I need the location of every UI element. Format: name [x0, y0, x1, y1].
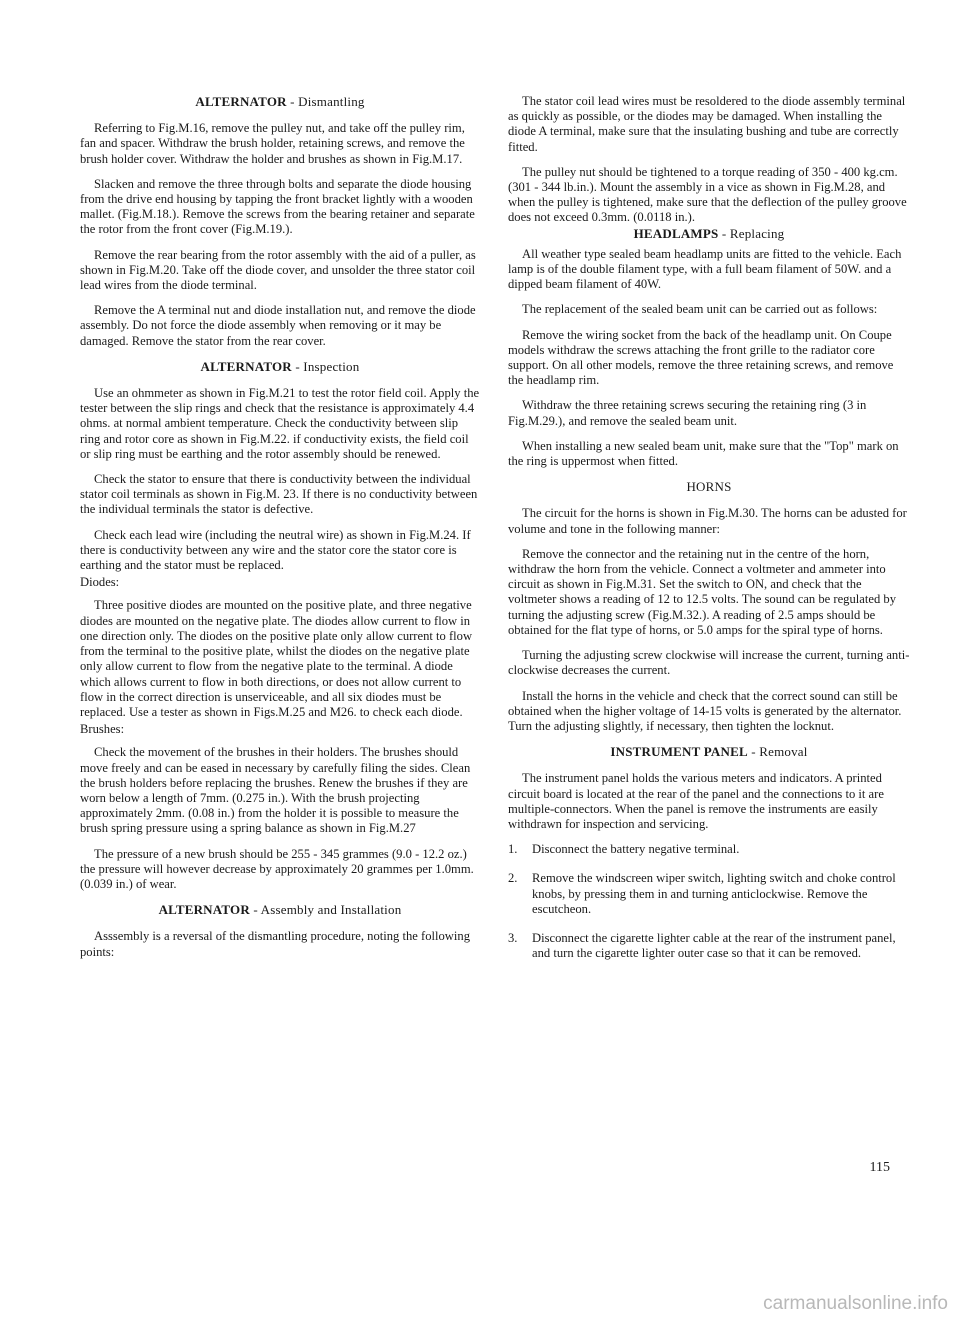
- brushes-label: Brushes:: [80, 722, 125, 737]
- inspection-paragraph: Use an ohmmeter as shown in Fig.M.21 to test the rotor field coil. Apply the tester between the slip rings and check that the resistance is approximately 4.4 ohms. at normal ambient temperature. Check the conductivity between slip ring and rotor core as shown in Fig.M.22. if conductivity exists, the field coil or slip ring must be earthing and the rotor assembly should be renewed.: [80, 386, 480, 461]
- intro-paragraph: The pulley nut should be tightened to a torque reading of 350 - 400 kg.cm. (301 - 344 lb.in.). Mount the assembly in a vice as shown in Fig.M.28, and when the pulley is tightened, make sure that the deflection of the pulley groove does not exceed 0.3mm. (0.0118 in.).: [508, 164, 907, 225]
- brushes-paragraph: Check the movement of the brushes in their holders. The brushes should move freely and can be eased in necessary by carefully filing the sides. Clean the brush holders before replacing the brushes. Renew the brushes if they are worn below a length of 7mm. (0.275 in.). With the brush projecting approximately 2mm. (0.08 in.) from the holder it is possible to measure the brush spring pressure using a spring balance as shown in Fig.M.27: [80, 745, 471, 836]
- heading-alternator-dismantling: ALTERNATOR - Dismantling: [195, 94, 365, 109]
- inspection-paragraph: Check the stator to ensure that there is conductivity between the individual stator coil terminals as shown in Fig.M. 23. If there is no conductivity between the individual terminals the stator is defective.: [80, 472, 478, 517]
- horns-paragraph: The circuit for the horns is shown in Fig.M.30. The horns can be adusted for volume and tone in the following manner:: [508, 506, 907, 536]
- headlamps-paragraph: The replacement of the sealed beam unit can be carried out as follows:: [522, 302, 878, 317]
- horns-paragraph: Turning the adjusting screw clockwise will increase the current, turning anti-clockwise decreases the current.: [508, 648, 910, 678]
- heading-horns: HORNS: [686, 479, 732, 495]
- dismantling-paragraph: Remove the rear bearing from the rotor assembly with the aid of a puller, as shown in Fig.M.20. Take off the diode cover, and unsolder the three stator coil lead wires from the diode terminal.: [80, 247, 476, 293]
- assembly-paragraph: Asssembly is a reversal of the dismantling procedure, noting the following points:: [80, 929, 470, 959]
- heading-alternator-inspection: ALTERNATOR - Inspection: [200, 358, 360, 374]
- list-item-number: 1.: [508, 842, 518, 857]
- left-column: [80, 94, 480, 970]
- headlamps-paragraph: Remove the wiring socket from the back of the headlamp unit. On Coupe models withdraw the screws attaching the front grille to the radiator core support. On all other models, remove the three retaining screws, and remove the headlamp rim.: [508, 327, 894, 388]
- dismantling-paragraph: Slacken and remove the three through bolts and separate the diode housing from the drive end housing by tapping the front bracket lightly with a wooden mallet. (Fig.M.18.). Remove the screws from the bearing retainer and separate the rotor from the front cover (Fig.M.19.).: [80, 176, 475, 237]
- heading-headlamps: HEADLAMPS - Replacing: [633, 225, 785, 241]
- headlamps-paragraph: Withdraw the three retaining screws securing the retaining ring (3 in Fig.M.29.), and remove the sealed beam unit.: [508, 398, 867, 428]
- diodes-paragraph: Three positive diodes are mounted on the positive plate, and three negative diodes are mounted on the negative plate. The diodes allow current to flow in one direction only. The diodes on the positive plate only allow current to flow from the terminal to the positive plate, whilst the diodes on the negative plate only allow current to flow from the negative plate to the terminal. A diode which allows current to flow in both directions, or does not allow current to flow in the correct direction is unserviceable, and all six diodes must be replaced. Use a tester as shown in Figs.M.25 and M26. to check each diode.: [80, 598, 473, 719]
- brushes-paragraph: The pressure of a new brush should be 255 - 345 grammes (9.0 - 12.2 oz.) the pressure will however decrease by approximately 20 grammes per 1.0mm. (0.039 in.) of wear.: [80, 846, 474, 891]
- intro-paragraph: The stator coil lead wires must be resoldered to the diode assembly terminal as quickly as possible, or the diodes may be damaged. When installing the diode A terminal, make sure that the insulating bushing and tube are correctly fitted.: [508, 94, 906, 154]
- list-item-number: 3.: [508, 930, 518, 945]
- horns-paragraph: Remove the connector and the retaining nut in the centre of the horn, withdraw the horn from the vehicle. Connect a voltmeter and ammeter into circuit as shown in Fig.M.31. Set the switch to ON, and check that the voltmeter shows a reading of 12 to 12.5 volts. The sound can be regulated by turning the adjusting screw (Fig.M.32.). A reading of 2.5 amps should be obtained for the flat type of horns, or 5.0 amps for the spiral type of horns.: [508, 546, 896, 637]
- list-item-text: Remove the windscreen wiper switch, lighting switch and choke control knobs, by pressing them in and turning anticlockwise. Remove the escutcheon.: [532, 871, 896, 916]
- right-column: [508, 94, 910, 975]
- heading-instrument-panel: INSTRUMENT PANEL - Removal: [610, 744, 808, 760]
- dismantling-paragraph: Remove the A terminal nut and diode installation nut, and remove the diode assembly. Do not force the diode assembly when removing or it may be damaged. Remove the stator from the rear cover.: [80, 303, 476, 348]
- list-item: [508, 931, 910, 961]
- diodes-label: Diodes:: [80, 575, 120, 590]
- list-item-text: Disconnect the battery negative terminal.: [532, 842, 740, 857]
- list-item-number: 2.: [508, 871, 518, 886]
- inspection-paragraph: Check each lead wire (including the neutral wire) as shown in Fig.M.24. If there is conductivity between any wire and the stator core the stator core is earthing and the stator must be replaced.: [80, 527, 471, 573]
- horns-paragraph: Install the horns in the vehicle and check that the correct sound can still be obtained when the higher voltage of 14-15 volts is generated by the alternator. Turn the adjusting slightly, if necessary, then tighten the locknut.: [508, 688, 902, 733]
- list-item-text: Disconnect the cigarette lighter cable at the rear of the instrument panel, and turn the cigarette lighter outer case so that it can be removed.: [532, 930, 896, 961]
- watermark: carmanualsonline.info: [763, 1293, 948, 1314]
- list-item: [508, 871, 910, 917]
- dismantling-paragraph: Referring to Fig.M.16, remove the pulley nut, and take off the pulley rim, fan and spacer. Withdraw the brush holder, retaining screws, and remove the brush holder cover. Withdraw the holder and brushes as shown in Fig.M.17.: [80, 121, 465, 166]
- headlamps-paragraph: When installing a new sealed beam unit, make sure that the "Top" mark on the ring is uppermost when fitted.: [508, 438, 899, 469]
- heading-alternator-assembly: ALTERNATOR - Assembly and Installation: [158, 902, 402, 918]
- instrument-panel-paragraph: The instrument panel holds the various meters and indicators. A printed circuit board is located at the rear of the panel and the connections to it are multiple-connectors. When the panel is remove the instruments are easily withdrawn for inspection and servicing.: [508, 771, 884, 831]
- list-item: [508, 842, 910, 857]
- page-number: 115: [869, 1160, 890, 1175]
- headlamps-paragraph: All weather type sealed beam headlamp units are fitted to the vehicle. Each lamp is of the double filament type, with a full beam filament of 50W. and a dipped beam filament of 40W.: [508, 246, 902, 292]
